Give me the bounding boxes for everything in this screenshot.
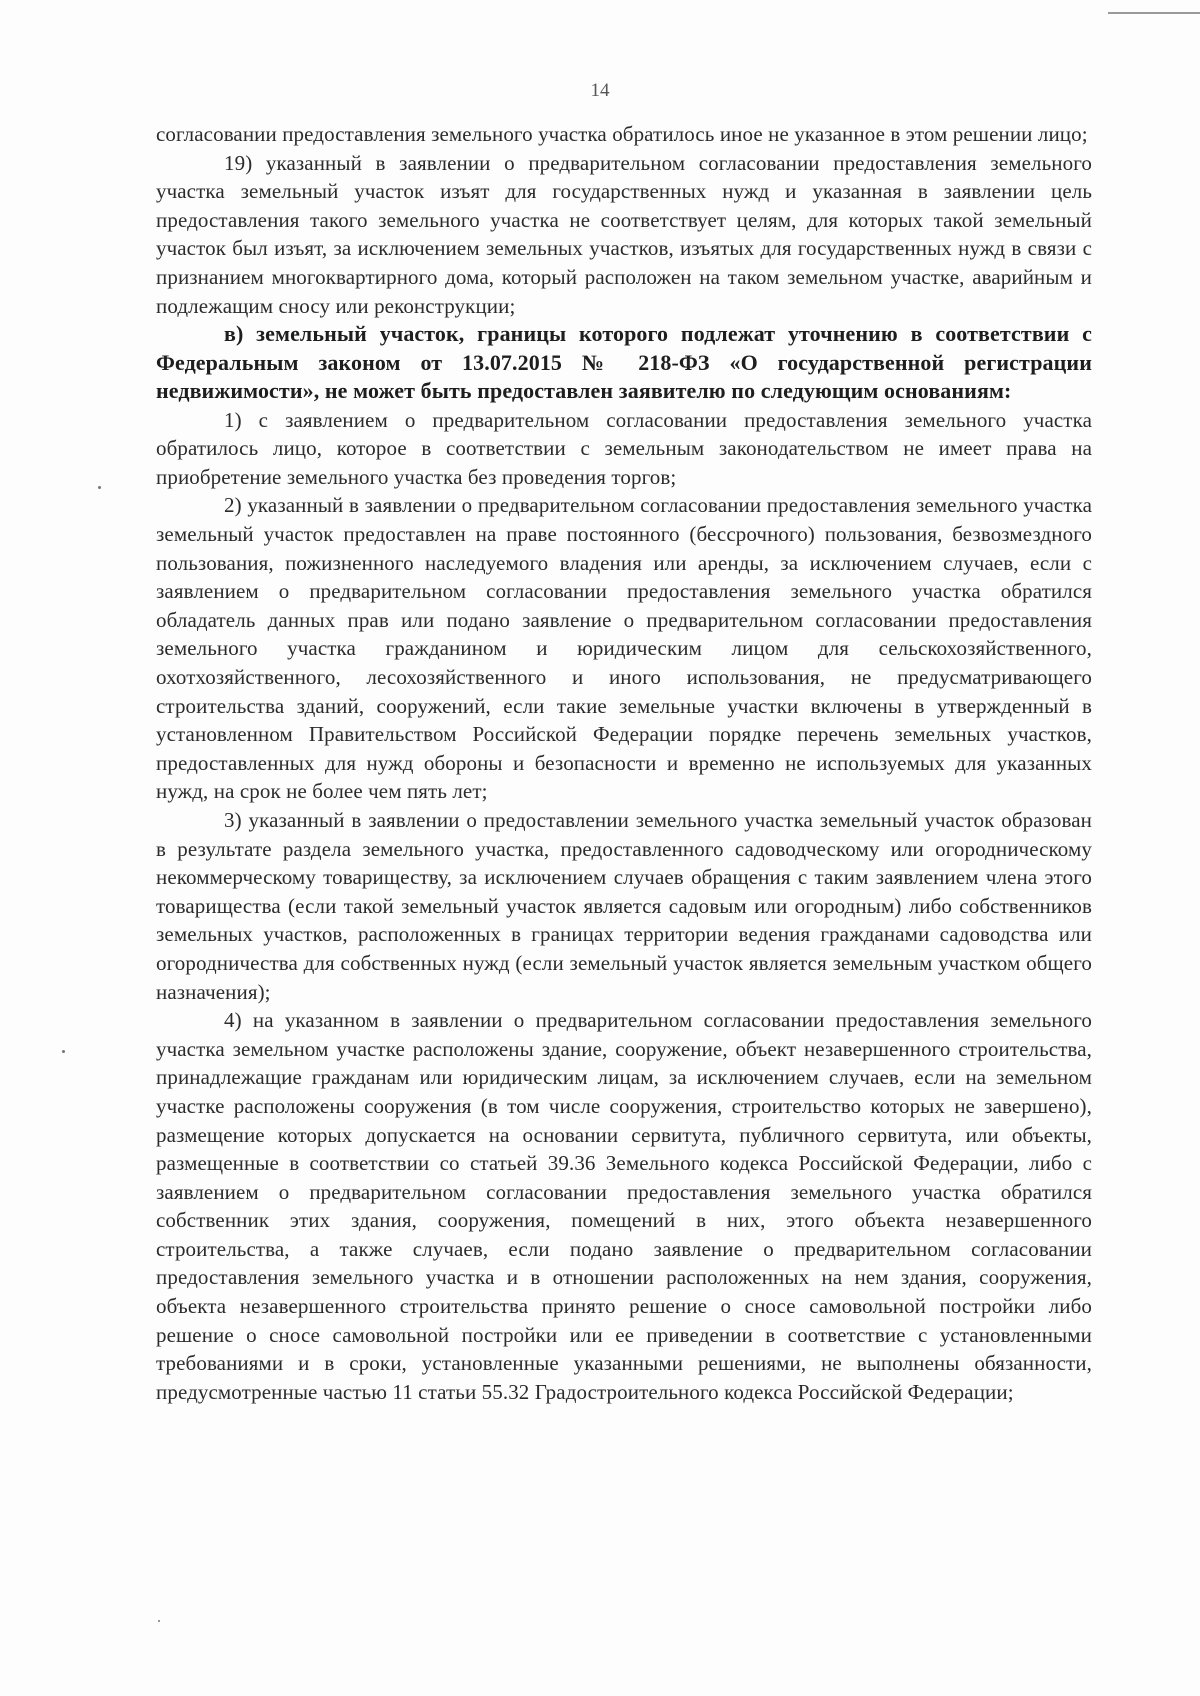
- scan-speck: [158, 1620, 160, 1622]
- paragraph-item-3: 3) указанный в заявлении о предоставлении земельного участка земельный участок образован в результате раздела земельного участка, предоставленного садоводческому или огородническому некоммерческому товариществу, за исключением случаев обращения с таким заявлением члена этого товарищества (если такой земельный участок является садовым или огородным) либо собственников земельных участков, расположенных в границах территории ведения гражданами садоводства или огородничества для собственных нужд (если земельный участок является земельным участком общего назначения);: [156, 807, 1092, 1004]
- paragraph-item-4: 4) на указанном в заявлении о предварительном согласовании предоставления земельного участка земельном участке расположены здание, сооружение, объект незавершенного строительства, принадлежащие гражданам или юридическим лицам, за исключением случаев, если на земельном участке расположены сооружения (в том числе сооружения, строительство которых не завершено), размещение которых допускается на основании сервитута, публичного сервитута, или объекты, размещенные в соответствии со статьей 39.36 Земельного кодекса Российской Федерации, либо с заявлением о предварительном согласовании предоставления земельного участка обратился собственник этих здания, сооружения, помещений в них, этого объекта незавершенного строительства, а также случаев, если подано заявление о предварительном согласовании предоставления земельного участка и в отношении расположенных на нем здания, сооружения, объекта незавершенного строительства принято решение о сносе самовольной постройки либо решение о сносе самовольной постройки или ее приведении в соответствие с установленными требованиями и в сроки, установленные указанными решениями, не выполнены обязанности, предусмотренные частью 11 статьи 55.32 Градостроительного кодекса Российской Федерации;: [156, 1008, 1092, 1404]
- page-number: 14: [590, 80, 610, 101]
- paragraph-item-2: 2) указанный в заявлении о предварительном согласовании предоставления земельного участка земельный участок предоставлен на праве постоянного (бессрочного) пользования, безвозмездного пользования, пожизненного наследуемого владения или аренды, за исключением случаев, если с заявлением о предварительном согласовании предоставления земельного участка обратился обладатель данных прав или подано заявление о предварительном согласовании предоставления земельного участка гражданином и юридическим лицом для сельскохозяйственного, охотхозяйственного, лесохозяйственного и иного использования, не предусматривающего строительства зданий, сооружений, если такие земельные участки включены в утвержденный в установленном Правительством Российской Федерации порядке перечень земельных участков, предоставленных для нужд обороны и безопасности и временно не используемых для указанных нужд, на срок не более чем пять лет;: [156, 493, 1092, 804]
- paragraph-item-1: 1) с заявлением о предварительном согласовании предоставления земельного участка обратилось лицо, которое в соответствии с земельным законодательством не имеет права на приобретение земельного участка без проведения торгов;: [156, 407, 1092, 489]
- scan-speck: [62, 1050, 65, 1053]
- scan-speck: [98, 486, 101, 489]
- document-body: [156, 120, 1092, 1406]
- scan-edge-line: [1108, 12, 1200, 14]
- paragraph-intro-tail: согласовании предоставления земельного участка обратилось иное не указанное в этом решении лицо;: [156, 122, 1088, 146]
- paragraph-item-19: 19) указанный в заявлении о предварительном согласовании предоставления земельного участка земельный участок изъят для государственных нужд и указанная в заявлении цель предоставления такого земельного участка не соответствует целям, для которых такой земельный участок был изъят, за исключением земельных участков, изъятых для государственных нужд в связи с признанием многоквартирного дома, который расположен на таком земельном участке, аварийным и подлежащим сносу или реконструкции;: [156, 150, 1092, 318]
- section-heading-v: в) земельный участок, границы которого подлежат уточнению в соответствии с Федеральным законом от 13.07.2015 № 218-ФЗ «О государственной регистрации недвижимости», не может быть предоставлен заявителю по следующим основаниям:: [156, 321, 1092, 404]
